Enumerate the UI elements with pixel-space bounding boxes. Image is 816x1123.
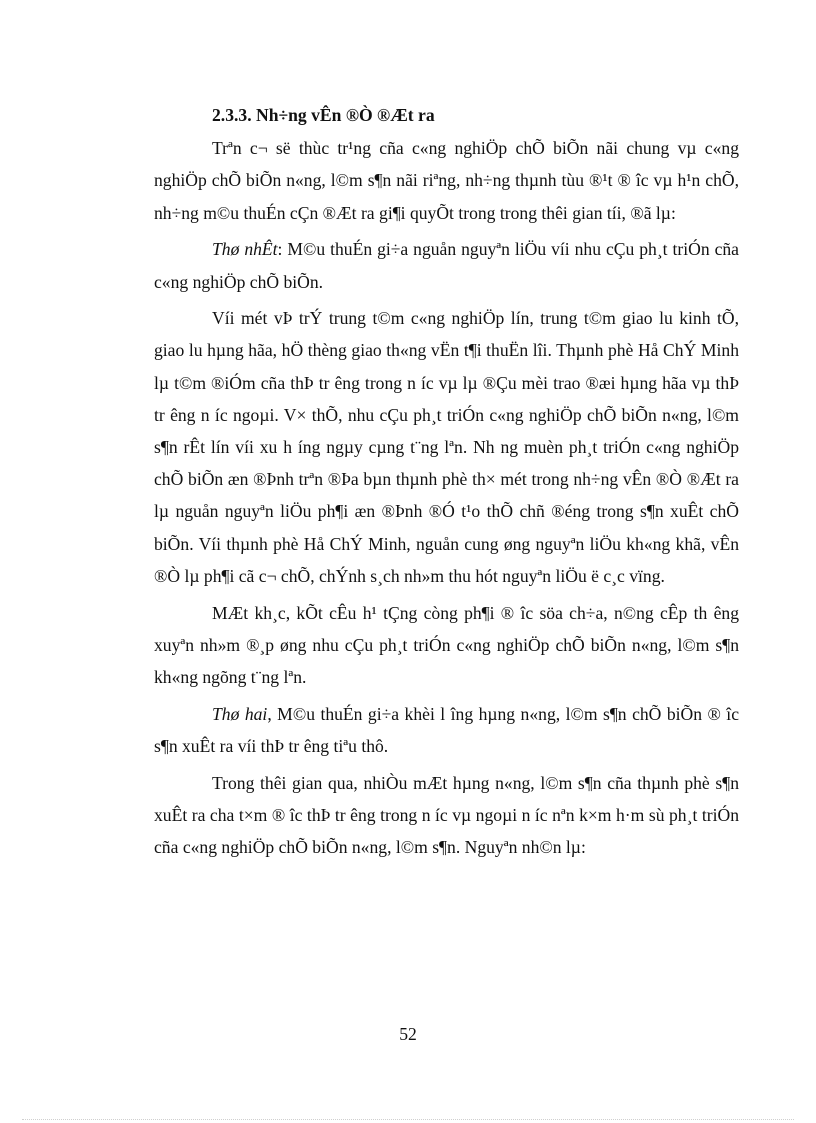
paragraph-5 — [154, 698, 739, 762]
page-number: 52 — [399, 1024, 417, 1044]
paragraph-1 — [154, 132, 739, 229]
paragraph-2-lead: Thø nhÊt — [212, 239, 278, 260]
paragraph-2-text: : M©u thuÉn gi÷a nguån nguyªn liÖu víi nhu cÇu ph¸t triÓn cña c«ng nghiÖp chÕ biÕn. — [154, 239, 739, 292]
paragraph-3-text: Víi mét vÞ trÝ trung t©m c«ng nghiÖp lín, trung t©m giao lu kinh tÕ, giao lu hµng hãa, hÖ thèng giao th«ng vËn t¶i thuËn lîi. Thµnh phè Hå ChÝ Minh lµ t©m ®iÓm cña thÞ tr êng trong n íc vµ lµ ®Çu mèi trao ®æi hµng hãa vµ thÞ tr êng n íc ngoµi. V× thÕ, nhu cÇu ph¸t triÓn c«ng nghiÖp chÕ biÕn n«ng, l©m s¶n rÊt lín víi xu h íng ngµy cµng t¨ng lªn. Nh ng muèn ph¸t triÓn c«ng nghiÖp chÕ biÕn æn ®Þnh trªn ®Þa bµn thµnh phè th× mét trong nh÷ng vÊn ®Ò ®Æt ra lµ nguån nguyªn liÖu ph¶i æn ®Þnh ®Ó t¹o thÕ chñ ®éng trong s¶n xuÊt chÕ biÕn. Víi thµnh phè Hå ChÝ Minh, nguån cung øng nguyªn liÖu kh«ng khã, vÊn ®Ò lµ ph¶i cã c¬ chÕ, chÝnh s¸ch nh»m thu hót nguyªn liÖu ë c¸c vïng. — [154, 308, 739, 586]
page-bottom-divider — [22, 1119, 794, 1120]
paragraph-3 — [154, 302, 739, 592]
paragraph-6 — [154, 767, 739, 864]
paragraph-4 — [154, 597, 739, 694]
paragraph-5-lead: Thø hai — [212, 703, 268, 724]
paragraph-2 — [154, 233, 739, 297]
paragraph-5-text: , M©u thuÉn gi÷a khèi l îng hµng n«ng, l©m s¶n chÕ biÕn ® îc s¶n xuÊt ra víi thÞ tr êng tiªu thô. — [154, 703, 739, 756]
section-heading: 2.3.3. Nh÷ng vÊn ®Ò ®Æt ra — [212, 105, 435, 125]
paragraph-4-text: MÆt kh¸c, kÕt cÊu h¹ tÇng còng ph¶i ® îc söa ch÷a, n©ng cÊp th êng xuyªn nh»m ®¸p øng nhu cÇu ph¸t triÓn c«ng nghiÖp chÕ biÕn n«ng, l©m s¶n kh«ng ngõng t¨ng lªn. — [154, 602, 739, 687]
paragraph-6-text: Trong thêi gian qua, nhiÒu mÆt hµng n«ng, l©m s¶n cña thµnh phè s¶n xuÊt ra cha t×m ® îc thÞ tr êng trong n íc vµ ngoµi n íc nªn k×m h·m sù ph¸t triÓn cña c«ng nghiÖp chÕ biÕn n«ng, l©m s¶n. Nguyªn nh©n lµ: — [154, 772, 739, 857]
page-body — [154, 99, 739, 868]
paragraph-1-text: Trªn c¬ së thùc tr¹ng cña c«ng nghiÖp chÕ biÕn nãi chung vµ c«ng nghiÖp chÕ biÕn n«ng, l©m s¶n nãi riªng, nh÷ng thµnh tùu ®¹t ® îc vµ h¹n chÕ, nh÷ng m©u thuÉn cÇn ®Æt ra gi¶i quyÕt trong trong thêi gian tíi, ®ã lµ: — [154, 138, 739, 223]
